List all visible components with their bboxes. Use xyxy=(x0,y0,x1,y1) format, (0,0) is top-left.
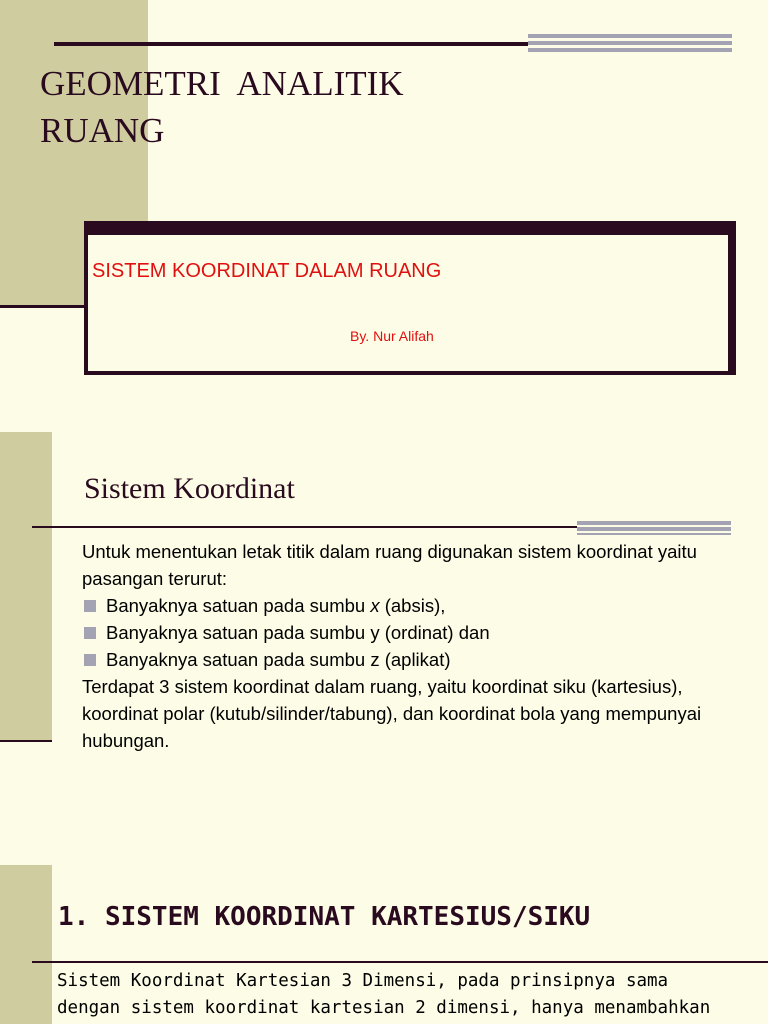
slide2-bullet-1-text: Banyaknya satuan pada sumbu x (absis), xyxy=(106,595,446,616)
slide2-bullet-2-text: Banyaknya satuan pada sumbu y (ordinat) dan xyxy=(106,622,490,643)
slide3-rule xyxy=(32,961,768,963)
slide1-subtitle: SISTEM KOORDINAT DALAM RUANG xyxy=(92,260,442,282)
slide3-body-line1: Sistem Koordinat Kartesian 3 Dimensi, pada prinsipnya sama xyxy=(57,971,669,991)
slide3-accent-bar xyxy=(0,865,52,1024)
square-bullet-icon xyxy=(84,600,96,612)
slide2-bottom-rule xyxy=(0,740,52,742)
slide2-bullet-3 xyxy=(82,646,742,673)
slide1-title xyxy=(40,60,500,154)
square-bullet-icon xyxy=(84,627,96,639)
square-bullet-icon xyxy=(84,654,96,666)
slide2-body xyxy=(82,538,742,754)
slide2-intro: Untuk menentukan letak titik dalam ruang digunakan sistem koordinat yaitu pasangan terurut: xyxy=(82,541,697,589)
slide2-rule xyxy=(32,526,577,528)
slide1-subtitle-box xyxy=(88,235,728,371)
slide2-accent-bar xyxy=(0,432,52,740)
slide1-title-line2: RUANG xyxy=(40,111,165,150)
slide1-mid-rule xyxy=(0,305,84,308)
slide2-bullet-2 xyxy=(82,619,742,646)
slide1-grey-stripes xyxy=(528,34,732,52)
slide3-body xyxy=(57,968,768,1022)
slide3-body-line2: dengan sistem koordinat kartesian 2 dimensi, hanya menambahkan xyxy=(57,998,711,1018)
slide2-grey-stripes xyxy=(577,521,731,535)
slide1-top-rule xyxy=(54,42,528,46)
slide1-author: By. Nur Alifah xyxy=(350,328,434,344)
slide2-bullet-3-text: Banyaknya satuan pada sumbu z (aplikat) xyxy=(106,649,451,670)
slide2-title: Sistem Koordinat xyxy=(84,472,295,505)
slide3-title: 1. SISTEM KOORDINAT KARTESIUS/SIKU xyxy=(58,902,591,932)
slide1-title-line1: GEOMETRI ANALITIK xyxy=(40,64,404,103)
slide2-bullet-1 xyxy=(82,592,742,619)
slide2-closing: Terdapat 3 sistem koordinat dalam ruang, yaitu koordinat siku (kartesius), koordinat polar (kutub/silinder/tabung), dan koordinat bola yang mempunyai hubungan. xyxy=(82,676,702,751)
